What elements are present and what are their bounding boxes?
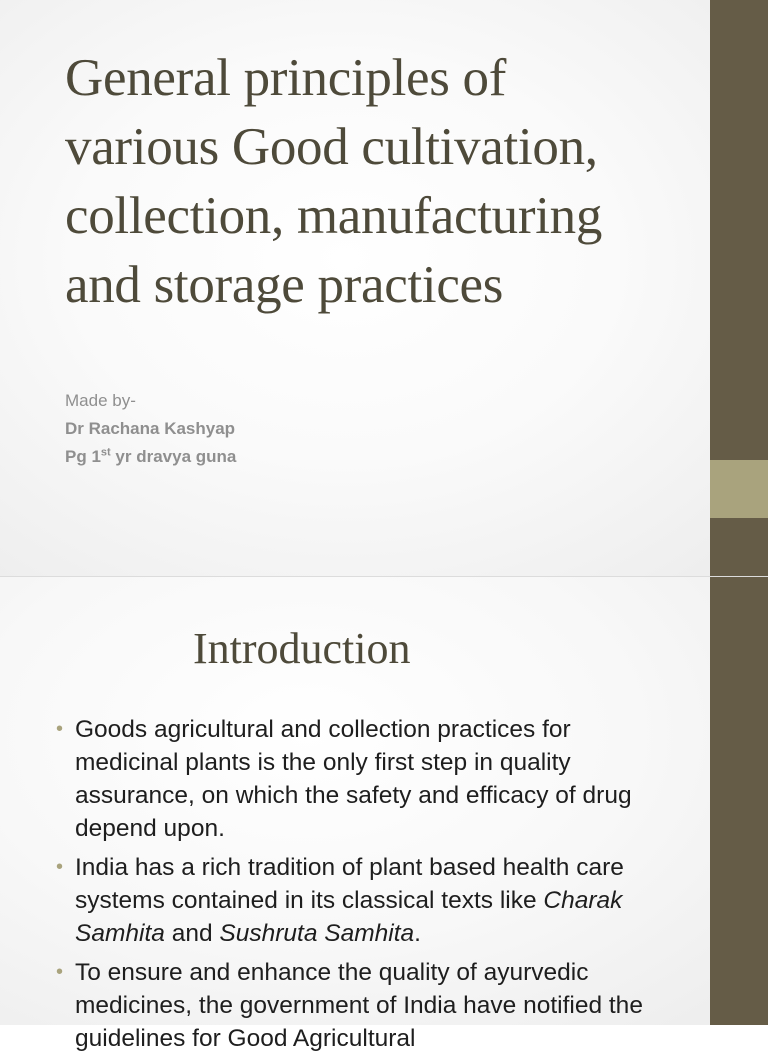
made-by-label: Made by- — [65, 391, 136, 410]
title-line-2: various Good cultivation, — [65, 118, 598, 176]
bullet-text-c: . — [414, 920, 421, 947]
author-name: Dr Rachana Kashyap — [65, 419, 236, 438]
title-line-4: and storage practices — [65, 256, 504, 314]
bullet-item — [56, 713, 666, 845]
title-line-1: General principles of — [65, 49, 507, 107]
slide-heading: Introduction — [193, 624, 411, 673]
bullet-text: To ensure and enhance the quality of ayurvedic medicines, the government of India have notified the guidelines for Good Agricultural — [75, 959, 643, 1052]
bullet-text: Goods agricultural and collection practices for medicinal plants is the only first step in quality assurance, on which the safety and efficacy of drug depend upon. — [75, 716, 632, 842]
course-info — [65, 443, 236, 471]
bullet-text-b: and — [164, 920, 220, 947]
bullet-list — [56, 713, 666, 1061]
bullet-icon: • — [56, 718, 64, 740]
slide-sidebar — [710, 577, 768, 1025]
byline — [65, 387, 236, 471]
bullet-item — [56, 851, 666, 950]
title-line-3: collection, manufacturing — [65, 187, 603, 245]
course-suffix: yr dravya guna — [110, 447, 237, 466]
introduction-slide — [0, 576, 768, 1052]
course-superscript: st — [100, 446, 111, 459]
course-prefix: Pg 1 — [65, 447, 101, 466]
bullet-icon: • — [56, 961, 64, 983]
bullet-icon: • — [56, 856, 64, 878]
text-reference-charak: Charak Samhita — [75, 887, 623, 947]
text-reference-sushruta: Sushruta Samhita — [219, 920, 415, 947]
bullet-item — [56, 956, 666, 1055]
bullet-text-a: India has a rich tradition of plant based health care systems contained in its classical texts like — [75, 854, 624, 914]
slide-title — [65, 44, 685, 320]
sidebar-accent-block — [710, 460, 768, 518]
